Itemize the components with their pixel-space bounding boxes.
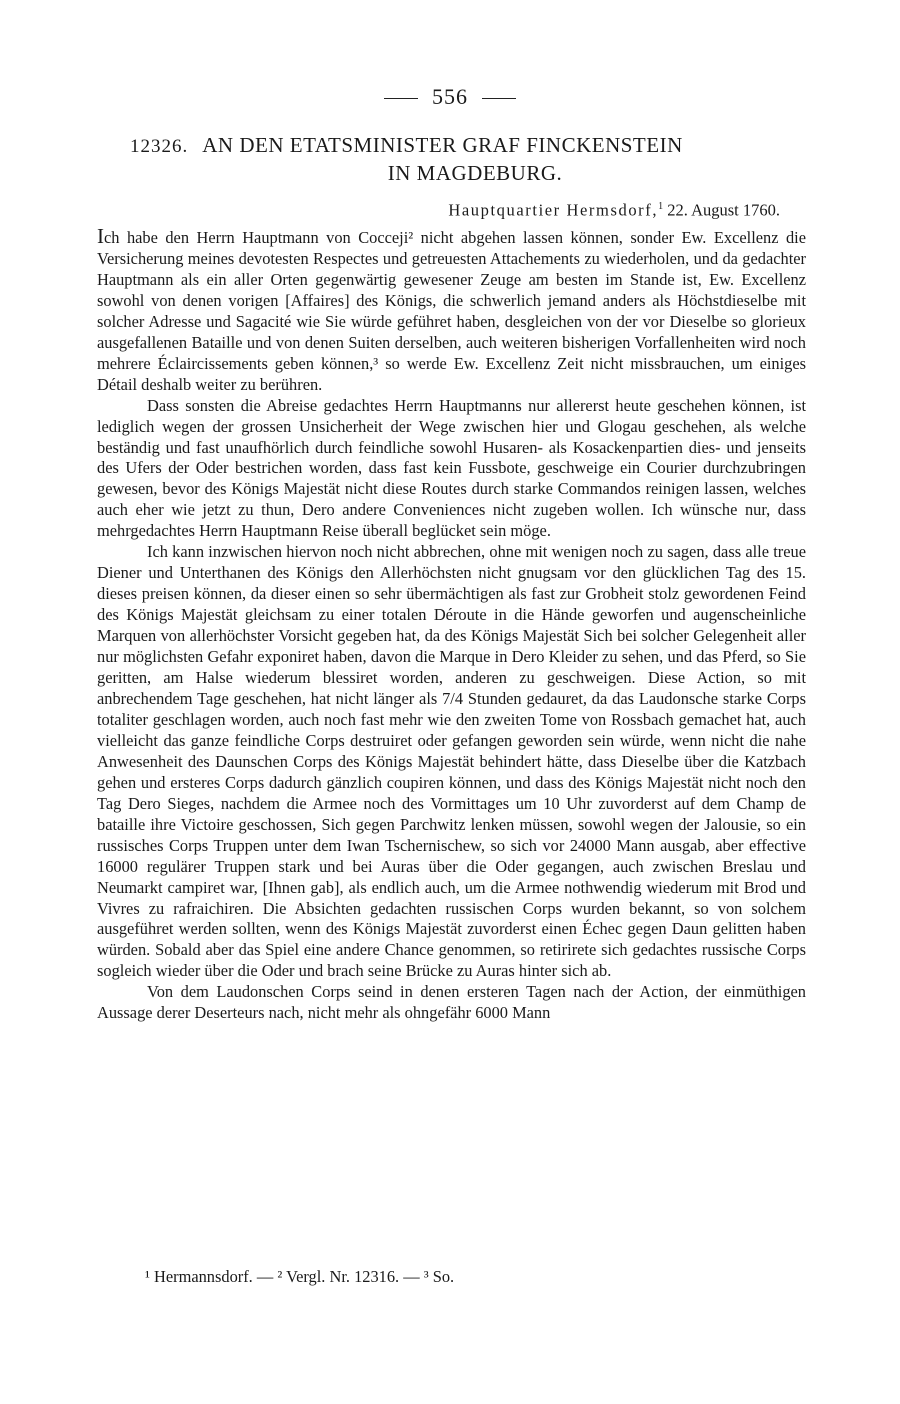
dateline-footnote-ref: 1 [658,201,664,212]
page-number: 556 [432,84,468,109]
letter-heading [130,132,790,186]
dateline [100,196,780,222]
paragraph: Ich habe den Herrn Hauptmann von Cocceji² nicht abgehen lassen können, sonder Ew. Excellenz die Versicherung meines devotesten Respectes und getreuesten Attachements zu wiederholen, und da gedachter Hauptmann als ein aller Orten gegenwärtig gewesener Zeuge am besten im Stande ist, Ew. Excellenz sowohl von denen vorigen [Affaires] des Königs, die schwerlich jemand anders als Höchstdieselbe mit solcher Adresse und Sagacité wie Sie würde geführet haben, desgleichen von der vor Dieselbe so glorieux ausgefallenen Bataille und von denen Suiten derselben, auch weiteren bisherigen Vorfallenheiten wird noch mehrere Éclaircissements geben können,³ so werde Ew. Excellenz Zeit nicht missbrauchen, um einiges Détail deshalb weiter zu berühren. [97,224,806,394]
rule-left [384,98,418,99]
page-number-line [0,84,900,110]
paragraph: Von dem Laudonschen Corps seind in denen ersteren Tagen nach der Action, der einmüthigen Aussage derer Deserteurs nach, nicht mehr als ohngefähr 6000 Mann [97,982,806,1023]
letter-number: 12326. [130,136,189,157]
footnotes: ¹ Hermannsdorf. — ² Vergl. Nr. 12316. — ³ So. [145,1267,455,1286]
dateline-place: Hauptquartier Hermsdorf, [448,200,659,220]
dateline-date: 22. August 1760. [663,200,780,220]
rule-right [482,98,516,99]
letter-title-line2: IN MAGDEBURG. [387,161,563,185]
letter-body [97,226,806,1024]
letter-title-line1: AN DEN ETATSMINISTER GRAF FINCKENSTEIN [202,133,683,157]
paragraph: Ich kann inzwischen hiervon noch nicht abbrechen, ohne mit wenigen noch zu sagen, dass alle treue Diener und Unterthanen des Königs den Allerhöchsten nicht gnugsam vor den glücklichen Tag des 15. dieses preisen können, da dieser einen so sehr übermächtigen als fast zur Grobheit stolz gewordenen Feind des Königs Majestät gleichsam zu einer totalen Déroute in die Hände geworfen und augenscheinliche Marquen von allerhöchster Vorsicht gegeben hat, da des Königs Majestät Sich bei solcher Gelegenheit aller nur möglichsten Gefahr exponiret haben, davon die Marque in Dero Kleider zu sehen, und das Pferd, so Sie geritten, am Halse wiederum blessiret worden, anderen zu geschweigen. Diese Action, so mit anbrechendem Tage geschehen, hat nicht länger als 7/4 Stunden gedauret, da das Laudonsche starke Corps totaliter geschlagen worden, auch noch fast mehr wie den zweiten Tome von Rossbach gemachet hat, auch vielleicht das ganze feindliche Corps destruiret oder gefangen geworden sein würde, wenn nicht die nahe Anwesenheit des Daunschen Corps des Königs Majestät behindert hätte, dass Dieselbe über die Katzbach gehen und ersteres Corps dadurch gänzlich coupiren können, und dass des Königs Majestät nicht noch den Tag Dero Sieges, nachdem die Armee noch des Vormittages um 10 Uhr zuvorderst auf dem Champ de bataille ihre Victoire geschossen, Sich gegen Parchwitz lenken müssen, sowohl wegen der Jalousie, so ein russisches Corps Truppen unter dem Iwan Tschernischew, so sich vor 24000 Mann ausgab, aber effective 16000 regulärer Truppen stark und bei Auras über die Oder gegangen, auch zwischen Breslau und Neumarkt campiret war, [Ihnen gab], als endlich auch, um die Armee nothwendig wiederum mit Brod und Vivres zu rafraichiren. Die Absichten gedachten russischen Corps wurden bekannt, so von solchem ausgeführet werden sollten, wenn des Königs Majestät zuvorderst einen Échec gegen Daun gelitten haben würden. Sobald aber das Spiel eine andere Chance genommen, so retirirete sich gedachtes russische Corps sogleich wieder über die Oder und brach seine Brücke zu Auras hinter sich ab. [97,542,806,981]
paragraph: Dass sonsten die Abreise gedachtes Herrn Hauptmanns nur allererst heute geschehen können, ist lediglich wegen der grossen Unsicherheit der Wege zwischen hier und Glogau geschehen, als welche beständig und fast unaufhörlich durch feindliche sowohl Husaren- als Kosackenpartien dies- und jenseits des Ufers der Oder bestrichen worden, dass fast kein Fussbote, geschweige ein Courier durchzubringen gewesen, bevor des Königs Majestät nicht diese Routes durch starke Commandos reinigen lassen, welches auch eher wie jetzt zu thun, Dero andere Conveniences nicht zugeben wollen. Ich wünsche nur, dass mehrgedachtes Herrn Hauptmann Reise überall beglücket sein möge. [97,395,806,541]
